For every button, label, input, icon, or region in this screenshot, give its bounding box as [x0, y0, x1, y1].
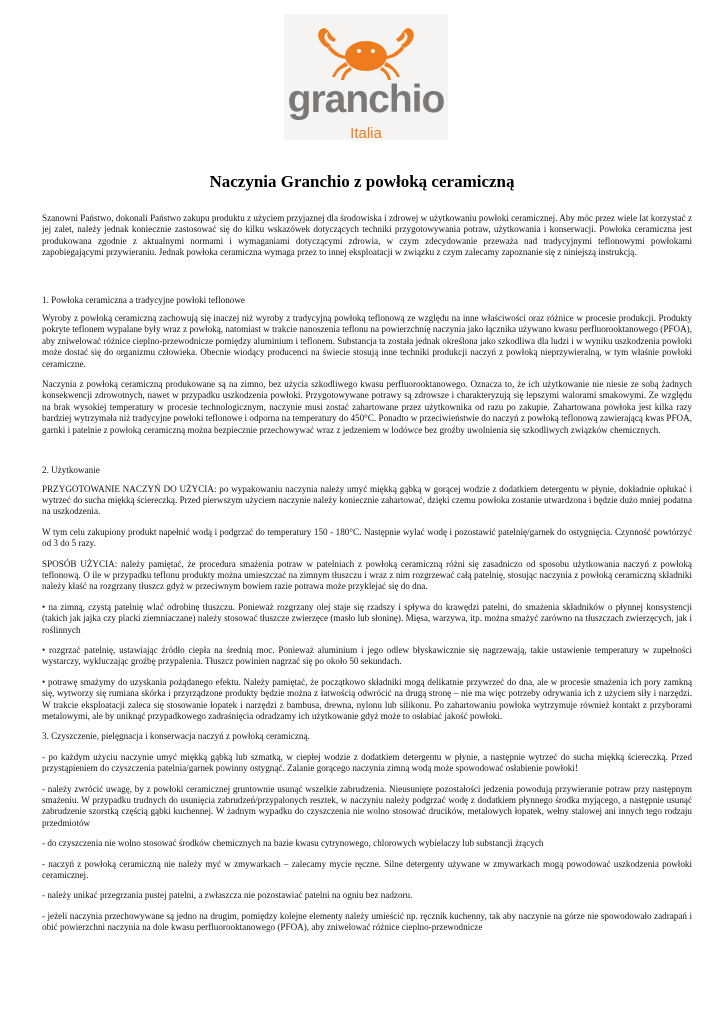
intro-paragraph: Szanowni Państwo, dokonali Państwo zakupu produktu z użyciem przyjaznej dla środowiska i zdrowej w użytkowaniu powłoki ceramicznej. Aby móc przez wiele lat korzystać z jej zalet, należy jednak koniecznie zastosować się do kilku wskazówek dotyczących techniki przygotowywania potraw, użytkowania i konserwacji. Powłoka ceramiczna jest produkowana zgodnie z aktualnymi normami i wymaganiami dotyczącymi zdrowia, w czym zdecydowanie przeważa nad tradycyjnymi teflonowymi powłokami zapobiegającymi przywieraniu. Jednak powłoka ceramiczna wymaga przez to innej eksploatacji w związku z czym zalecamy zapoznanie się z niniejszą instrukcją.: [42, 213, 692, 258]
list-paragraph: - jeżeli naczynia przechowywane są jedno na drugim, pomiędzy kolejne elementy należy umieścić np. ręcznik kuchenny, tak aby naczynie na górze nie spowodowało zadrapań i obić powierzchni naczynia na dole kwasu perfluorooktanowego (PFOA), aby zniwelować różnice cieplno-przewodnicze: [42, 910, 692, 933]
bullet-paragraph: • potrawę smażymy do uzyskania pożądanego efektu. Należy pamiętać, że początkowo składniki mogą delikatnie przywrzeć do dna, ale w procesie smażenia ich pory zamkną się, wytworzy się rumiana skórka i przyrządzone produkty będzie można z łatwością odwrócić na drugą stronę – nie ma więc potrzeby odrywania ich z użyciem siły i narzędzi. W trakcie eksploatacji zaleca się stosowanie łopatek i narzędzi z bambusa, drewna, nylonu lub silikonu. Po zahartowaniu powłoka wytrzymuje również kontakt z przyborami metalowymi, ale by uniknąć przypadkowego zadraśnięcia odradzamy ich użytkowanie gdyż może to osłabiać jakość powłoki.: [42, 676, 692, 721]
body-paragraph: PRZYGOTOWANIE NACZYŃ DO UŻYCIA: po wypakowaniu naczynia należy umyć miękką gąbką w gorącej wodzie z dodatkiem detergentu w płynie, dokładnie opłukać i wytrzeć do sucha miękką ściereczką. Przed pierwszym użyciem naczynie należy koniecznie zahartować, dzięki czemu powłoka zostanie utwardzona i będzie dużo mniej podatna na uszkodzenia.: [42, 483, 692, 517]
body-paragraph: W tym celu zakupiony produkt napełnić wodą i podgrzać do temperatury 150 - 180°C. Następnie wylać wodę i pozostawić patelnię/garnek do ostygnięcia. Czynność powtórzyć od 3 do 5 razy.: [42, 526, 692, 549]
section-heading-1: 1. Powłoka ceramiczna a tradycyjne powłoki teflonowe: [42, 294, 245, 305]
bullet-paragraph: • rozgrzać patelnię, ustawiając źródło ciepła na średnią moc. Ponieważ aluminium i jego odlew błyskawicznie się nagrzewają, takie ustawienie temperatury w zupełności wystarczy, wykluczając groźbę przypalenia. Tłuszcz powinien nagrzać się po około 50 sekundach.: [42, 644, 692, 667]
bullet-paragraph: • na zimną, czystą patelnię wlać odrobinę tłuszczu. Ponieważ rozgrzany olej staje się rzadszy i spływa do krawędzi patelni, do smażenia składników o płynnej konsystencji (takich jak jajka czy placki ziemniaczane) należy stosować tłuszcze zwierzęce (masło lub słoninę). Mięsa, warzywa, itp. można smażyć zarówno na tłuszczach zwierzęcych, jak i roślinnych: [42, 601, 692, 635]
brand-logo: [284, 14, 448, 140]
brand-subtitle: Italia: [350, 125, 382, 142]
brand-wordmark: granchio: [287, 78, 445, 121]
list-paragraph: - po każdym użyciu naczynie umyć miękką gąbką lub szmatką, w ciepłej wodzie z dodatkiem detergentu w płynie, a następnie wytrzeć do sucha miękką ściereczką. Przed przystąpieniem do czyszczenia patelnia/garnek powinny ostygnąć. Zalanie gorącego naczynia zimną wodą może spowodować osłabienie powłoki!: [42, 751, 692, 774]
section-heading-3: 3. Czyszczenie, pielęgnacja i konserwacja naczyń z powłoką ceramiczną.: [42, 731, 310, 742]
body-paragraph: SPOSÓB UŻYCIA: należy pamiętać, że procedura smażenia potraw w patelniach z powłoką ceramiczną różni się zasadniczo od sposobu użytkowania naczyń z powłoką teflonową. O ile w przypadku teflonu produkty można umieszczać na zimnym tłuszczu i wraz z nim rozgrzewać całą patelnię, stosując naczynia z powłoką ceramiczną składniki należy kłaść na rozgrzany tłuszcz gdyż w przeciwnym bowiem razie potrawa może przyklejać się do dna.: [42, 558, 692, 592]
body-paragraph: Naczynia z powłoką ceramiczną produkowane są na zimno, bez użycia szkodliwego kwasu perfluorooktanowego. Oznacza to, że ich użytkowanie nie niesie ze sobą żadnych konsekwencji zdrowotnych, nawet w przypadku uszkodzenia powłoki. Przygotowywane potrawy są zdrowsze i charakteryzują się lepszymi walorami smakowymi. Ze względu na brak wysokiej temperatury w procesie technologicznym, naczynie musi zostać zahartowane przez użytkownika od razu po zakupie. Zahartowana powłoka jest kilka razy bardziej wytrzymała niż tradycyjne powłoki teflonowe i odporna na temperatury do 450°C. Ponadto w przeciwieństwie do naczyń z powłoką teflonową zawierającą kwas PFOA, garnki i patelnie z powłoką ceramiczną można bezpiecznie przechowywać wraz z jedzeniem w lodówce bez groźby uwolnienia się szkodliwych związków chemicznych.: [42, 379, 692, 435]
list-paragraph: - do czyszczenia nie wolno stosować środków chemicznych na bazie kwasu cytrynowego, chlorowych wybielaczy lub substancji żrących: [42, 838, 544, 849]
section-heading-2: 2. Użytkowanie: [42, 465, 100, 476]
document-body: [42, 213, 692, 943]
body-paragraph: Wyroby z powłoką ceramiczną zachowują się inaczej niż wyroby z tradycyjną powłoką teflonową ze względu na inne właściwości oraz różnice w procesie produkcji. Produkty pokryte teflonem wypalane były wraz z powłoką, natomiast w trakcie nanoszenia teflonu na powierzchnię naczynia jako łącznika używano kwasu perfluorooktanowego (PFOA), aby zniwelować różnice cieplno-przewodnicze pomiędzy aluminium i teflonem. Substancja ta została jednak określona jako szkodliwa dla ludzi i w wyniku uszkodzenia powłoki może dostać się do organizmu człowieka. Obecnie wiodący producenci na świecie stosują inne techniki produkcji naczyń z powłoką nieprzywieralną, w tym właśnie powłoki ceramiczne.: [42, 313, 692, 369]
list-paragraph: - należy unikać przegrzania pustej patelni, a zwłaszcza nie pozostawiać patelni na ogniu bez nadzoru.: [42, 890, 413, 901]
list-paragraph: - należy zwrócić uwagę, by z powłoki ceramicznej gruntownie usunąć wszelkie zabrudzenia. Nieusunięte pozostałości jedzenia powodują przywieranie potraw przy następnym smażeniu. W przypadku trudnych do usunięcia zabrudzeń/przypalonych resztek, w naczyniu należy podgrzać wodę z dodatkiem płynnego środka myjącego, a następnie usunąć zabrudzenie szorstką częścią gąbki kuchennej. W żadnym wypadku do czyszczenia nie wolno stosować drucików, metalowych łopatek, wełny stalowej ani innych tego rodzaju przedmiotów: [42, 783, 692, 828]
crab-icon: [284, 14, 448, 84]
document-title: Naczynia Granchio z powłoką ceramiczną: [209, 172, 515, 191]
list-paragraph: - naczyń z powłoką ceramiczną nie należy myć w zmywarkach – zalecamy mycie ręczne. Silne detergenty używane w zmywarkach mogą powodować uszkodzenia powłoki ceramicznej.: [42, 858, 692, 881]
